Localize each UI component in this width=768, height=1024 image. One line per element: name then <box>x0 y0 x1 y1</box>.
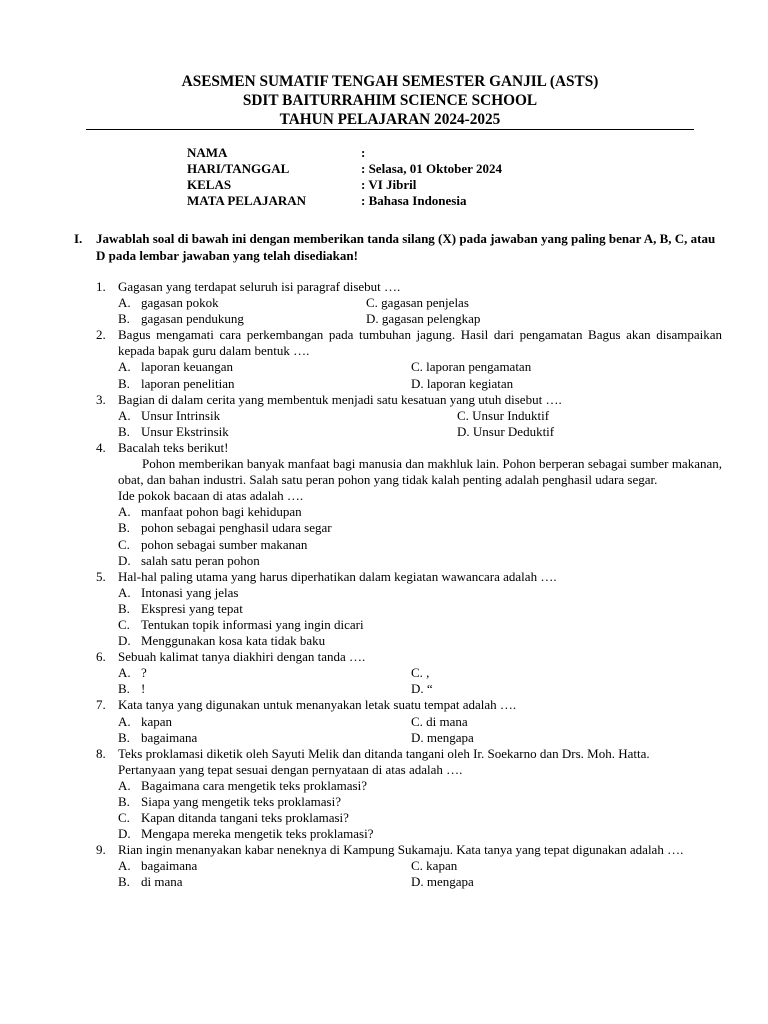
option-text: pohon sebagai sumber makanan <box>141 536 308 552</box>
answer-option <box>118 359 233 375</box>
question-item <box>96 327 722 391</box>
answer-option <box>118 537 722 553</box>
option-text: laporan penelitian <box>141 375 235 391</box>
answer-option <box>366 311 480 327</box>
info-value: : Selasa, 01 Oktober 2024 <box>361 161 502 176</box>
option-text: ? <box>141 665 147 681</box>
option-letter: D. <box>118 552 131 568</box>
question-stem: Pertanyaan yang tepat sesuai dengan pernyataan di atas adalah …. <box>118 761 463 777</box>
question-item <box>96 569 722 649</box>
header-year: TAHUN PELAJARAN 2024-2025 <box>279 111 501 128</box>
answer-option <box>411 858 457 874</box>
option-letter: C. <box>118 810 130 826</box>
answer-option <box>118 794 722 810</box>
question-body <box>118 746 722 843</box>
option-text: pohon sebagai penghasil udara segar <box>141 520 332 536</box>
question-stem: Sebuah kalimat tanya diakhiri dengan tanda …. <box>118 649 366 665</box>
option-text: laporan kegiatan <box>426 375 514 391</box>
option-text: Unsur Intrinsik <box>141 407 221 423</box>
option-text: di mana <box>141 874 183 890</box>
question-body <box>118 392 722 440</box>
option-letter: C. <box>457 407 469 423</box>
option-text: , <box>426 665 430 681</box>
option-letter: C. <box>411 359 423 375</box>
option-letter: B. <box>118 729 130 745</box>
answer-option <box>118 376 235 392</box>
option-letter: B. <box>118 423 130 439</box>
answer-option <box>118 553 722 569</box>
option-letter: A. <box>118 858 131 874</box>
question-item <box>96 440 722 569</box>
answer-options-row <box>118 424 722 440</box>
option-letter: A. <box>118 407 131 423</box>
answer-option <box>411 730 474 746</box>
option-letter: D. <box>457 423 470 439</box>
answer-option <box>118 858 197 874</box>
answer-options-row <box>118 311 722 327</box>
question-item <box>96 279 722 327</box>
option-text: ! <box>141 681 146 697</box>
question-number: 7. <box>96 697 106 713</box>
option-text: laporan keuangan <box>141 359 234 375</box>
question-number: 6. <box>96 649 106 665</box>
question-stem: Gagasan yang terdapat seluruh isi paragraf disebut …. <box>118 279 401 294</box>
answer-option <box>457 424 554 440</box>
option-text: Bagaimana cara mengetik teks proklamasi? <box>141 777 367 793</box>
answer-option <box>118 408 220 424</box>
question-item <box>96 392 722 440</box>
answer-option <box>366 295 469 311</box>
option-letter: D. <box>118 633 131 649</box>
info-row <box>187 193 502 209</box>
question-list <box>96 279 722 891</box>
info-row <box>187 177 502 193</box>
option-letter: B. <box>118 375 130 391</box>
answer-option <box>118 778 722 794</box>
answer-options-row <box>118 359 722 375</box>
answer-option <box>411 376 513 392</box>
info-value: : VI Jibril <box>361 177 417 192</box>
option-letter: A. <box>118 665 131 681</box>
reading-passage: Pohon memberikan banyak manfaat bagi manusia dan makhluk lain. Pohon berperan sebagai sumber makanan, obat, dan bahan industri. Salah satu peran pohon yang tidak kalah penting adalah penghasil udara segar. <box>118 456 722 488</box>
option-text: kapan <box>426 858 458 874</box>
answer-option <box>118 681 145 697</box>
question-stem: Bagus mengamati cara perkembangan pada tumbuhan jagung. Hasil dari pengamatan Bagus akan disampaikan kepada bapak guru dalam bentuk …. <box>118 327 722 359</box>
option-text: di mana <box>426 713 468 729</box>
option-letter: D. <box>366 311 379 327</box>
option-text: bagaimana <box>141 858 198 874</box>
answer-option <box>118 714 172 730</box>
option-letter: A. <box>118 359 131 375</box>
instruction-block <box>74 231 724 264</box>
option-text: laporan pengamatan <box>426 359 532 375</box>
option-text: “ <box>426 681 433 697</box>
option-text: Tentukan topik informasi yang ingin dicari <box>141 616 364 632</box>
option-text: mengapa <box>426 729 474 745</box>
question-body <box>118 279 722 327</box>
answer-option <box>411 874 474 890</box>
answer-option <box>411 665 429 681</box>
answer-option <box>118 874 183 890</box>
question-stem: Hal-hal paling utama yang harus diperhatikan dalam kegiatan wawancara adalah …. <box>118 568 557 584</box>
question-body <box>118 842 722 890</box>
info-value: : Bahasa Indonesia <box>361 193 467 208</box>
option-text: Ekspresi yang tepat <box>141 600 243 616</box>
question-stem: Bacalah teks berikut! <box>118 439 229 455</box>
header-school: SDIT BAITURRAHIM SCIENCE SCHOOL <box>242 92 538 109</box>
question-item <box>96 697 722 745</box>
option-text: kapan <box>141 713 173 729</box>
option-letter: A. <box>118 584 131 600</box>
answer-option <box>118 601 722 617</box>
option-letter: C. <box>411 713 423 729</box>
option-letter: D. <box>411 874 424 890</box>
answer-options-row <box>118 408 722 424</box>
info-row <box>187 161 502 177</box>
option-text: Unsur Induktif <box>472 407 550 423</box>
option-text: salah satu peran pohon <box>141 552 260 568</box>
option-letter: A. <box>118 504 131 520</box>
question-stem: Kata tanya yang digunakan untuk menanyakan letak suatu tempat adalah …. <box>118 697 517 713</box>
question-item <box>96 746 722 843</box>
option-letter: B. <box>118 794 130 809</box>
option-text: manfaat pohon bagi kehidupan <box>141 504 302 520</box>
answer-options-row <box>118 714 722 730</box>
option-letter: D. <box>411 681 424 697</box>
option-text: bagaimana <box>141 729 198 745</box>
option-text: Menggunakan kosa kata tidak baku <box>141 633 326 649</box>
option-text: Mengapa mereka mengetik teks proklamasi? <box>141 826 374 842</box>
answer-options-row <box>118 295 722 311</box>
answer-options-row <box>118 376 722 392</box>
question-number: 3. <box>96 391 106 407</box>
option-letter: D. <box>411 375 424 391</box>
option-letter: D. <box>411 729 424 745</box>
answer-option <box>118 810 722 826</box>
answer-option <box>457 408 549 424</box>
info-label: MATA PELAJARAN <box>187 193 307 208</box>
question-number: 8. <box>96 745 106 761</box>
info-label: HARI/TANGGAL <box>187 161 290 176</box>
answer-options-row <box>118 665 722 681</box>
option-letter: B. <box>118 600 130 616</box>
option-text: mengapa <box>426 874 474 890</box>
question-number: 1. <box>96 279 106 294</box>
option-letter: B. <box>118 520 130 536</box>
answer-option <box>118 504 722 520</box>
info-label: NAMA <box>187 145 228 160</box>
answer-option <box>118 311 244 327</box>
option-text: Intonasi yang jelas <box>141 584 239 600</box>
question-number: 9. <box>96 842 106 858</box>
answer-option <box>118 826 722 842</box>
option-text: gagasan pokok <box>141 295 219 311</box>
info-row <box>187 145 502 161</box>
answer-options-row <box>118 874 722 890</box>
question-body <box>118 649 722 697</box>
question-body <box>118 327 722 391</box>
option-text: gagasan pelengkap <box>381 311 481 327</box>
option-text: gagasan pendukung <box>141 311 244 327</box>
option-letter: A. <box>118 777 131 793</box>
answer-options-row <box>118 681 722 697</box>
option-letter: C. <box>411 858 423 874</box>
option-text: Kapan ditanda tangani teks proklamasi? <box>141 810 349 826</box>
question-stem: Bagian di dalam cerita yang membentuk menjadi satu kesatuan yang utuh disebut …. <box>118 391 562 407</box>
question-body <box>118 440 722 569</box>
answer-option <box>118 665 147 681</box>
option-text: gagasan penjelas <box>381 295 469 311</box>
answer-option <box>118 520 722 536</box>
answer-option <box>411 714 468 730</box>
answer-option <box>411 681 433 697</box>
document-header <box>0 72 768 129</box>
question-stem: Teks proklamasi diketik oleh Sayuti Melik dan ditanda tangani oleh Ir. Soekarno dan Drs. Moh. Hatta. <box>118 745 650 761</box>
option-text: Siapa yang mengetik teks proklamasi? <box>141 794 342 809</box>
option-letter: B. <box>118 874 130 890</box>
option-letter: B. <box>118 681 130 697</box>
question-body <box>118 697 722 745</box>
answer-options-row <box>118 730 722 746</box>
info-label: KELAS <box>187 177 232 192</box>
question-number: 4. <box>96 439 106 455</box>
section-number: I. <box>74 231 83 246</box>
answer-option <box>118 424 229 440</box>
question-prompt: Ide pokok bacaan di atas adalah …. <box>118 488 304 504</box>
student-info <box>187 145 502 209</box>
answer-option <box>118 295 219 311</box>
option-text: Unsur Deduktif <box>472 423 555 439</box>
question-item <box>96 842 722 890</box>
option-letter: C. <box>366 295 378 311</box>
answer-options-row <box>118 858 722 874</box>
instruction-text: Jawablah soal di bawah ini dengan memberikan tanda silang (X) pada jawaban yang paling benar A, B, C, atau D pada lembar jawaban yang telah disediakan! <box>96 231 716 263</box>
option-text: Unsur Ekstrinsik <box>141 423 229 439</box>
info-value: : <box>361 145 366 160</box>
option-letter: B. <box>118 311 130 327</box>
answer-option <box>118 585 722 601</box>
answer-option <box>411 359 531 375</box>
header-title: ASESMEN SUMATIF TENGAH SEMESTER GANJIL (ASTS) <box>181 73 599 90</box>
option-letter: A. <box>118 295 131 311</box>
answer-option <box>118 633 722 649</box>
option-letter: C. <box>118 616 130 632</box>
question-item <box>96 649 722 697</box>
answer-option <box>118 617 722 633</box>
answer-option <box>118 730 197 746</box>
question-body <box>118 569 722 649</box>
header-divider <box>86 129 694 130</box>
question-number: 5. <box>96 568 106 584</box>
option-letter: C. <box>118 536 130 552</box>
option-letter: A. <box>118 713 131 729</box>
option-letter: D. <box>118 826 131 842</box>
question-number: 2. <box>96 327 106 343</box>
question-stem: Rian ingin menanyakan kabar neneknya di Kampung Sukamaju. Kata tanya yang tepat digunakan adalah …. <box>118 842 684 858</box>
option-letter: C. <box>411 665 423 681</box>
